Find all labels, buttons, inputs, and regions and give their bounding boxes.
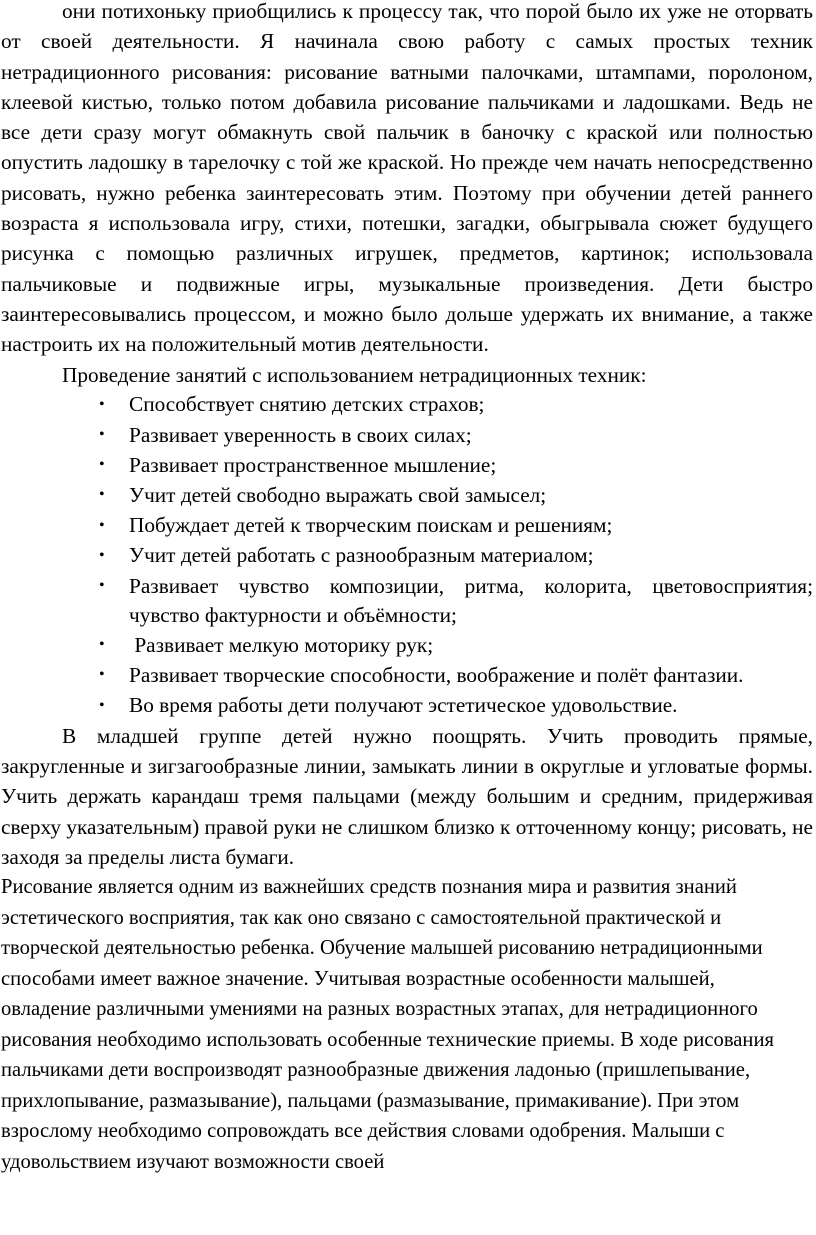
bullet-icon: • [99,426,105,444]
list-item [1,541,813,571]
list-item [1,691,813,721]
bullet-icon: • [99,546,105,564]
list-item-text: Развивает пространственное мышление; [129,452,497,477]
paragraph-intro: они потихоньку приобщились к процессу так, что порой было их уже не оторвать от своей деятельности. Я начинала свою работу с самых простых техник нетрадиционного рисования: рисование ватными палочками, штампами, поролоном, клеевой кистью, только потом добавила рисование пальчиками и ладошками. Ведь не все дети сразу могут обмакнуть свой пальчик в баночку с краской или полностью опустить ладошку в тарелочку с той же краской. Но прежде чем начать непосредственно рисовать, нужно ребенка заинтересовать этим. Поэтому при обучении детей раннего возраста я использовала игру, стихи, потешки, загадки, обыгрывала сюжет будущего рисунка с помощью различных игрушек, предметов, картинок; использовала пальчиковые и подвижные игры, музыкальные произведения. Дети быстро заинтересовывались процессом, и можно было дольше удержать их внимание, а также настроить их на положительный мотив деятельности. [1,0,813,357]
list-item-text: Во время работы дети получают эстетическое удовольствие. [129,693,678,718]
list-item-text: Развивает уверенность в своих силах; [129,422,472,447]
paragraph-junior-group: В младшей группе детей нужно поощрять. Учить проводить прямые, закругленные и зигзагообразные линии, замыкать линии в округлые и угловатые формы. Учить держать карандаш тремя пальцами (между большим и средним, придерживая сверху указательным) правой руки не слишком близко к отточенному концу; рисовать, не заходя за пределы листа бумаги. [1,723,813,869]
list-item-text: Побуждает детей к творческим поискам и решениям; [129,513,613,538]
list-item [1,420,813,450]
bullet-icon: • [99,696,105,714]
paragraph-list-intro: Проведение занятий с использованием нетрадиционных техник: [62,362,647,387]
bullet-icon: • [99,456,105,474]
list-item [1,480,813,510]
list-item [1,450,813,480]
bullet-icon: • [99,576,105,594]
list-item-text: Учит детей свободно выражать свой замысел; [129,483,547,508]
list-item-text: Развивает творческие способности, воображение и полёт фантазии. [129,662,744,687]
list-item-text: Учит детей работать с разнообразным материалом; [129,543,594,568]
list-item [1,390,813,420]
list-item-text: Развивает чувство композиции, ритма, колорита, цветовосприятия; чувство фактурности и объёмности; [129,573,813,627]
list-item-text: Развивает мелкую моторику рук; [129,632,434,657]
list-item [1,630,813,660]
list-item [1,511,813,541]
list-item [1,571,813,630]
bullet-icon: • [99,395,105,413]
paragraph-drawing-importance: Рисование является одним из важнейших средств познания мира и развития знаний эстетического восприятия, так как оно связано с самостоятельной практической и творческой деятельностью ребенка. Обучение малышей рисованию нетрадиционными способами имеет важное значение. Учитывая возрастные особенности малышей, овладение различными умениями на разных возрастных этапах, для нетрадиционного рисования необходимо использовать особенные технические приемы. В ходе рисования пальчиками дети воспроизводят разнообразные движения ладонью (пришлепывание, прихлопывание, размазывание), пальцами (размазывание, примакивание). При этом взрослому необходимо сопровождать все действия словами одобрения. Малыши с удовольствием изучают возможности своей [1,876,774,1173]
bullet-icon: • [99,516,105,534]
bullet-icon: • [99,666,105,684]
bullet-icon: • [99,636,105,654]
bullet-icon: • [99,486,105,504]
list-item [1,660,813,690]
list-item-text: Способствует снятию детских страхов; [129,392,485,417]
bullet-list [1,390,813,721]
